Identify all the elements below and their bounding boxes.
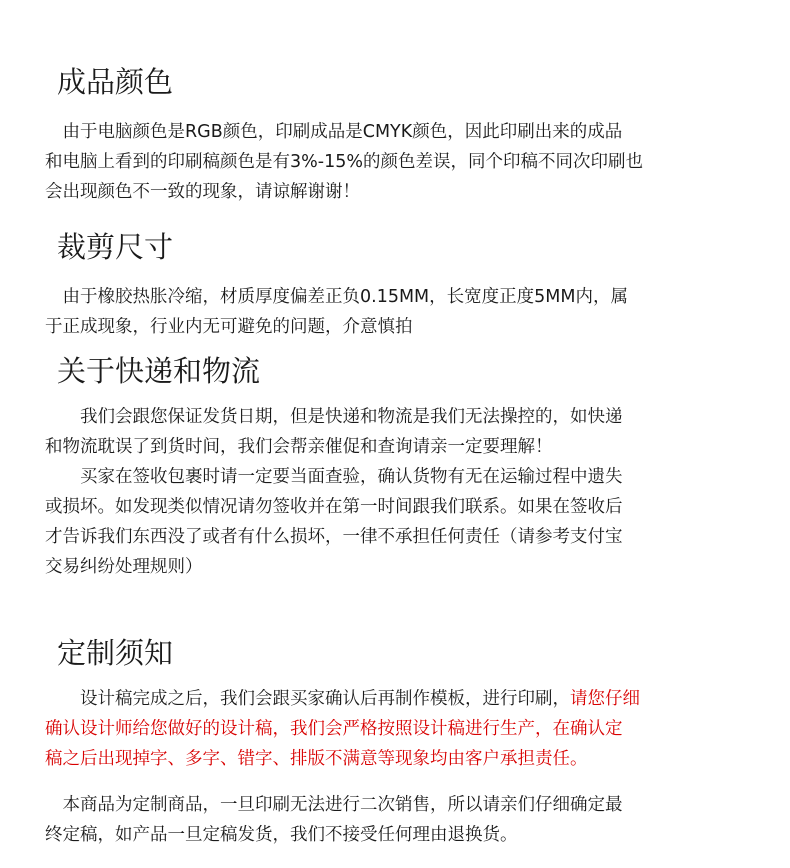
- section-title-color: 成品颜色: [57, 65, 174, 99]
- section-title-shipping: 关于快递和物流: [57, 354, 261, 388]
- text-line: 由于橡胶热胀冷缩，材质厚度偏差正负0.15MM，长宽度正度5MM内，属: [45, 287, 628, 307]
- section-title-size: 裁剪尺寸: [57, 230, 174, 264]
- section-body-shipping: [45, 402, 745, 582]
- section-body-color: [45, 117, 745, 207]
- warning-text: 确认设计师给您做好的设计稿，我们会严格按照设计稿进行生产，在确认定: [45, 719, 623, 739]
- text-line-mixed: [45, 684, 745, 714]
- warning-text: 稿之后出现掉字、多字、错字、排版不满意等现象均由客户承担责任。: [45, 749, 588, 769]
- text-line: 买家在签收包裹时请一定要当面查验，确认货物有无在运输过程中遗失: [45, 467, 623, 487]
- text-line: 于正成现象，行业内无可避免的问题，介意慎拍: [45, 317, 413, 337]
- text-line: 终定稿，如产品一旦定稿发货，我们不接受任何理由退换货。: [45, 825, 518, 845]
- section-body-size: [45, 282, 745, 342]
- section-title-custom: 定制须知: [57, 636, 174, 670]
- text-line: 我们会跟您保证发货日期，但是快递和物流是我们无法操控的，如快递: [45, 407, 623, 427]
- text-line: 本商品为定制商品，一旦印刷无法进行二次销售，所以请亲们仔细确定最: [45, 795, 623, 815]
- section-body-custom: [45, 684, 745, 774]
- text-line: 交易纠纷处理规则）: [45, 557, 203, 577]
- text-line: 和电脑上看到的印刷稿颜色是有3%-15%的颜色差误，同个印稿不同次印刷也: [45, 152, 643, 172]
- text-segment: 设计稿完成之后，我们会跟买家确认后再制作模板，进行印刷，: [45, 689, 570, 709]
- text-line: 或损坏。如发现类似情况请勿签收并在第一时间跟我们联系。如果在签收后: [45, 497, 623, 517]
- text-line: 才告诉我们东西没了或者有什么损坏，一律不承担任何责任（请参考支付宝: [45, 527, 623, 547]
- section-body-custom-note: [45, 790, 745, 850]
- text-line: 会出现颜色不一致的现象，请谅解谢谢！: [45, 182, 360, 202]
- warning-text: 请您仔细: [570, 689, 640, 709]
- text-line: 由于电脑颜色是RGB颜色，印刷成品是CMYK颜色，因此印刷出来的成品: [45, 122, 623, 142]
- text-line: 和物流耽误了到货时间，我们会帮亲催促和查询请亲一定要理解！: [45, 437, 553, 457]
